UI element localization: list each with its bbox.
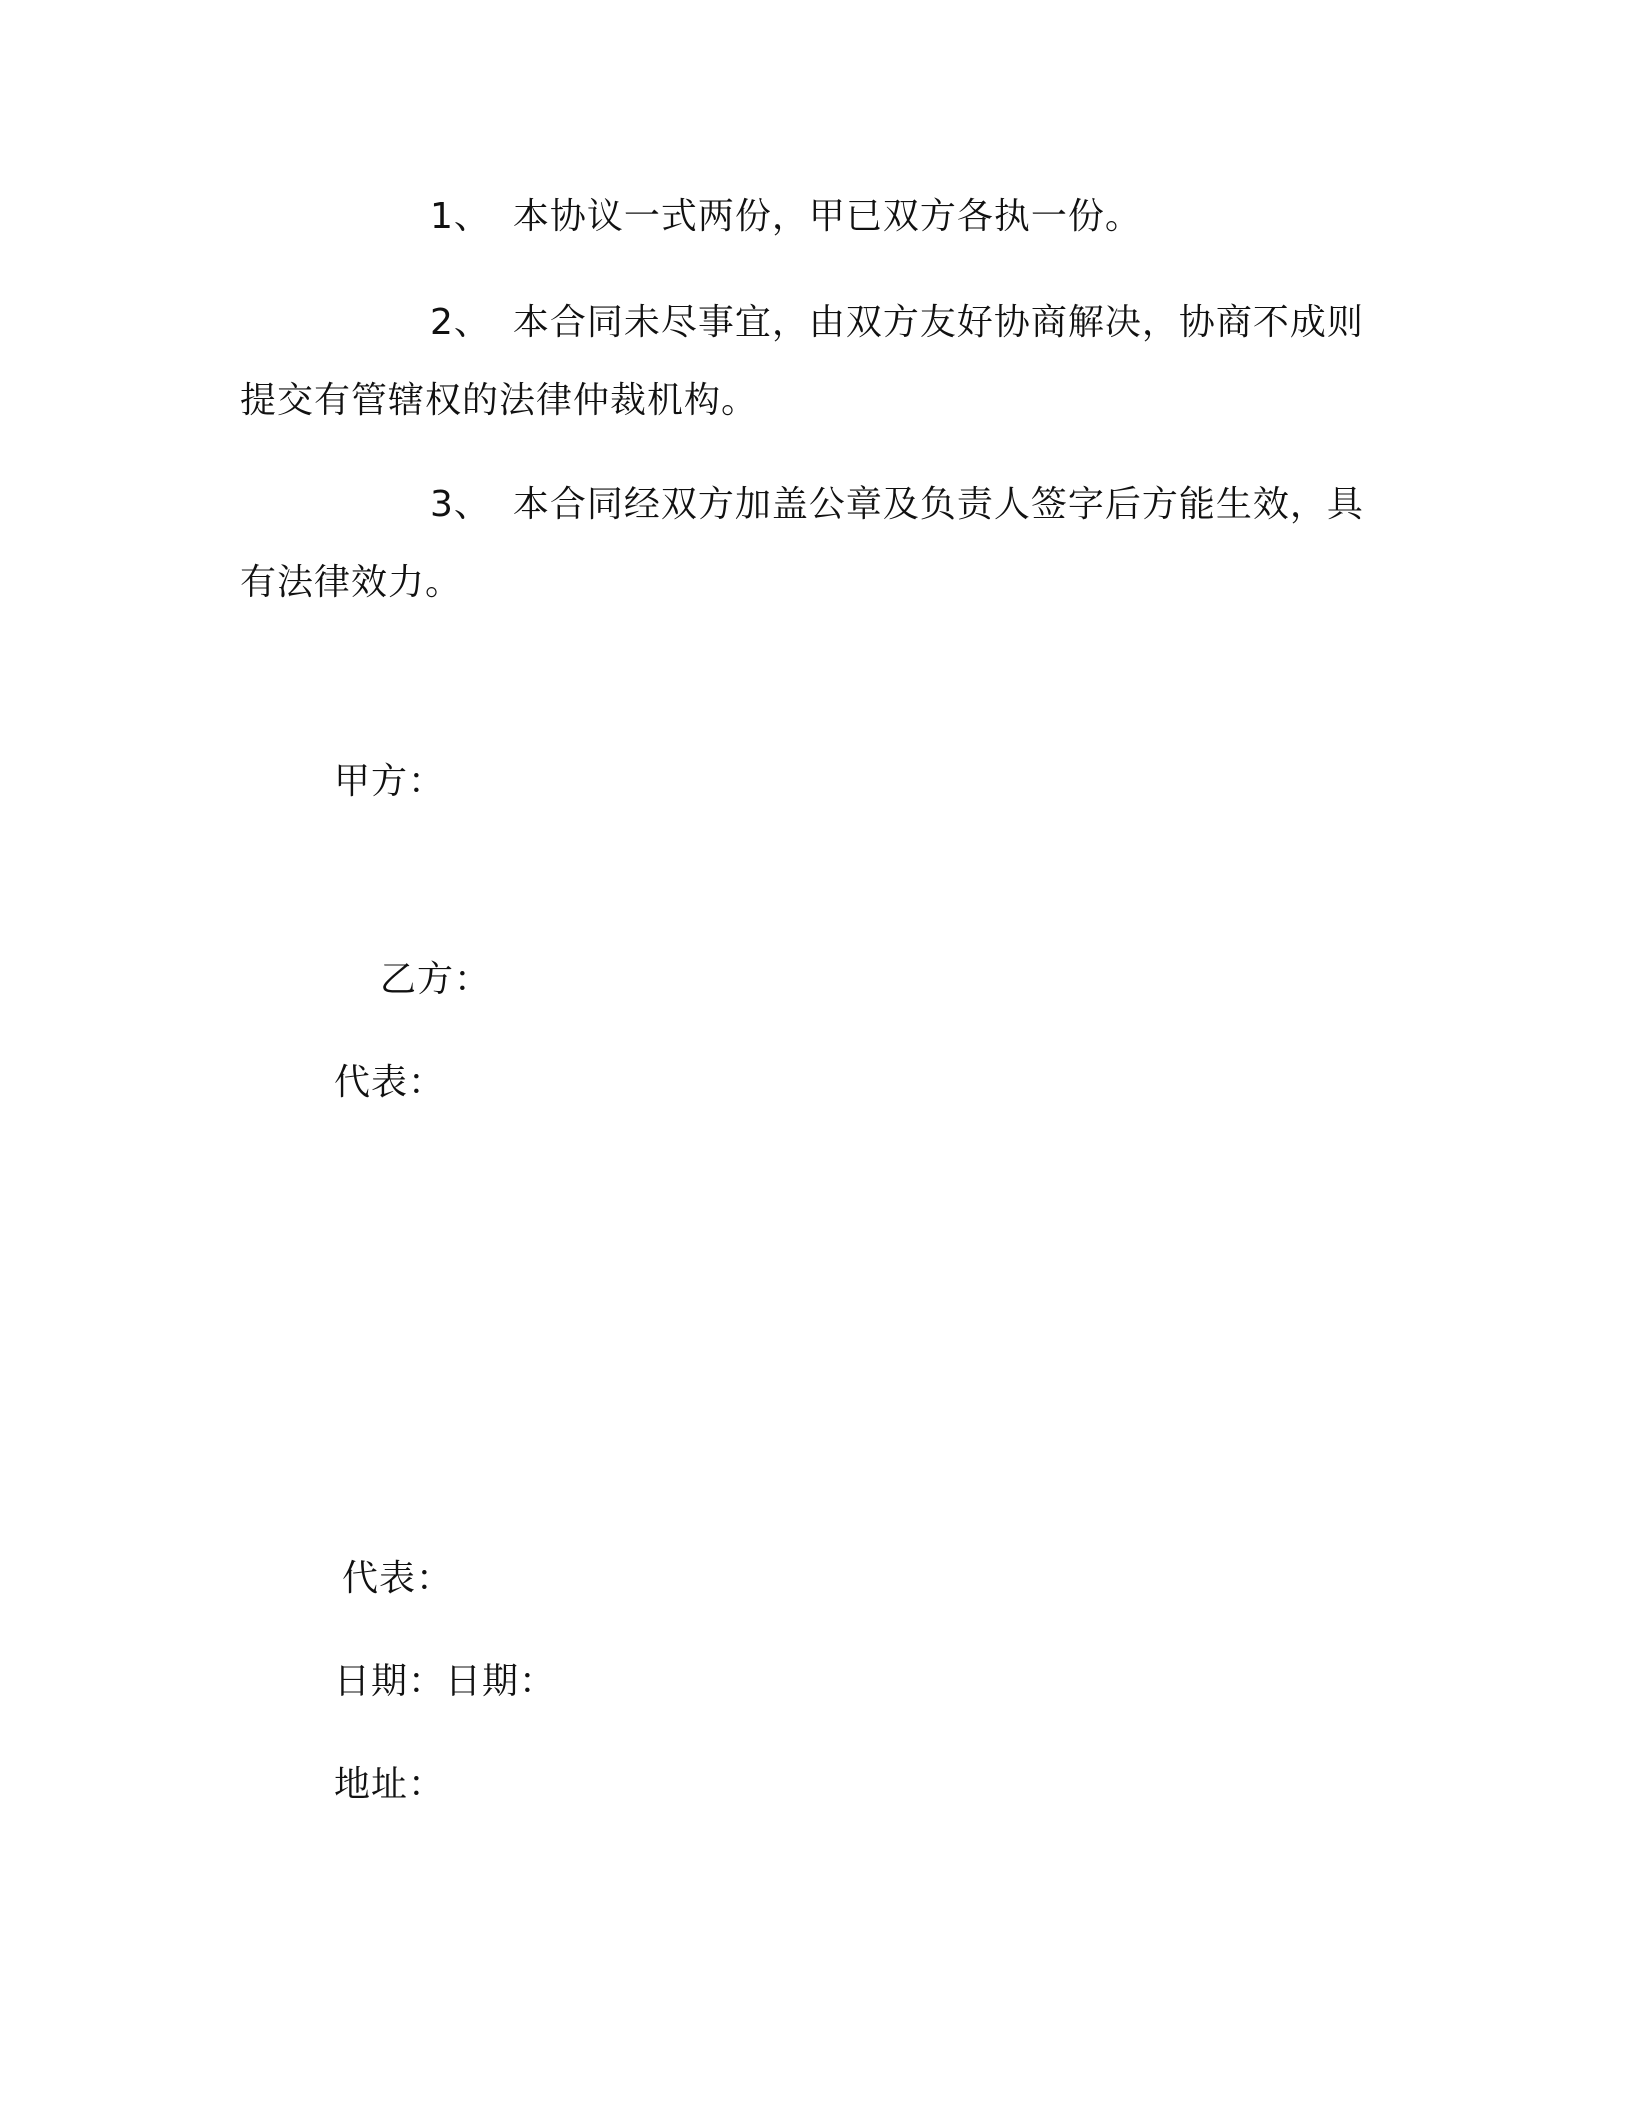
address-label: 地址： [334, 1764, 446, 1805]
representative-label-1: 代表： [334, 1062, 446, 1103]
clause-1 [240, 178, 1370, 256]
clause-3 [240, 466, 1370, 622]
clause-number: 3、 [430, 484, 491, 525]
clause-2 [240, 284, 1370, 440]
clause-text: 本协议一式两份，甲已双方各执一份。 [512, 196, 1142, 237]
clause-text: 本合同经双方加盖公章及负责人签字后方能生效，具有法律效力。 [240, 484, 1364, 603]
party-b-label: 乙方： [380, 959, 492, 1000]
clause-number: 1、 [430, 196, 491, 237]
date-labels: 日期：日期： [334, 1661, 557, 1702]
representative-label-2: 代表： [342, 1558, 454, 1599]
party-a-label: 甲方： [334, 761, 446, 802]
clause-number: 2、 [430, 302, 491, 343]
clause-text: 本合同未尽事宜，由双方友好协商解决，协商不成则提交有管辖权的法律仲裁机构。 [240, 302, 1364, 421]
